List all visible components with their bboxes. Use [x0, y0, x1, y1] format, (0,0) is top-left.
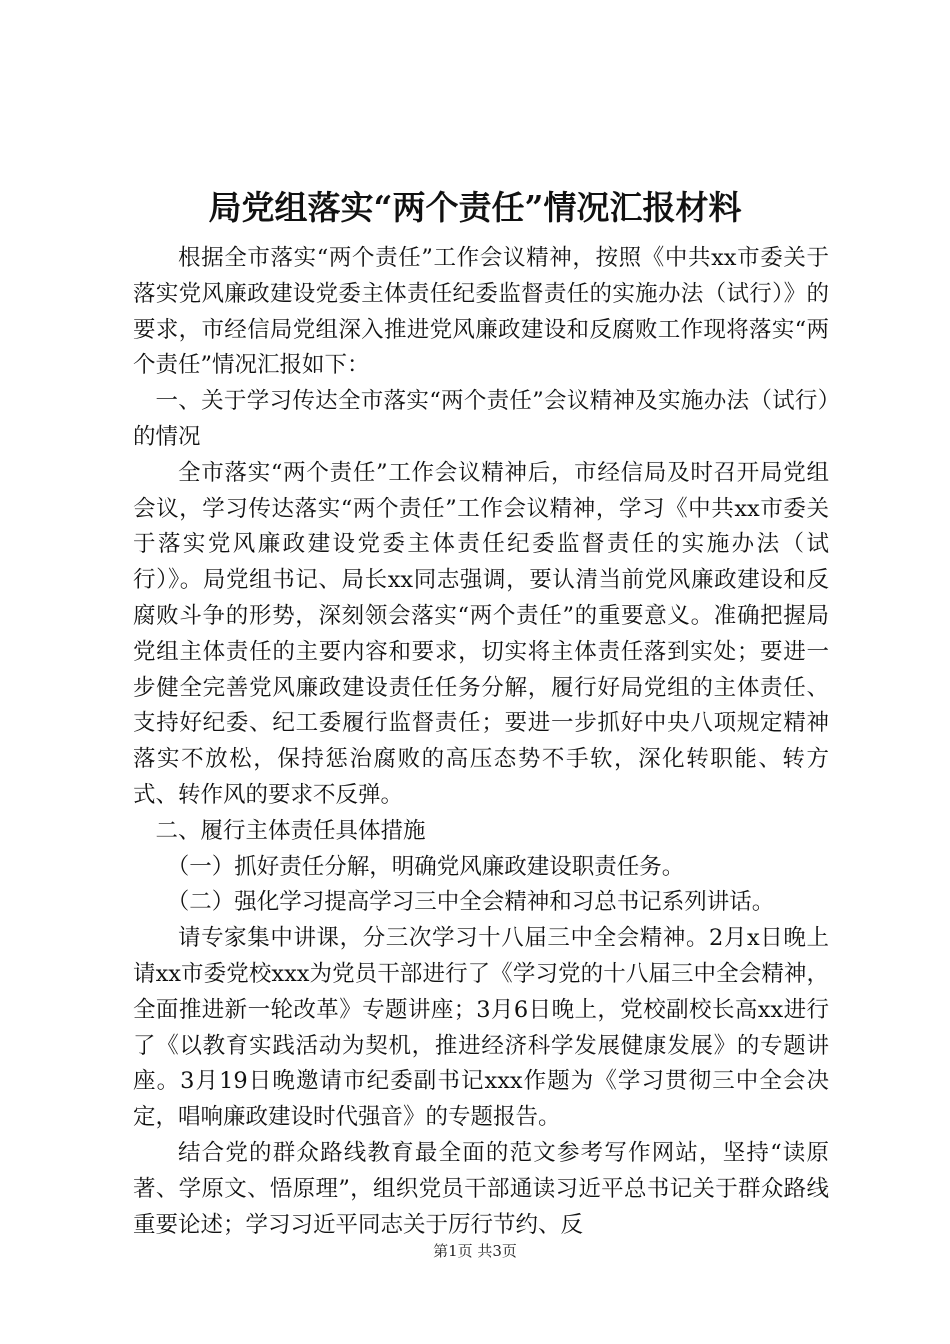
subsection-heading-2: （二）强化学习提高学习三中全会精神和习总书记系列讲话。	[166, 889, 775, 916]
intro-paragraph: 根据全市落实“两个责任”工作会议精神，按照《中共xx市委关于落实党风廉政建设党委主体责任纪委监督责任的实施办法（试行）》的要求，市经信局党组深入推进党风廉政建设和反腐败工作现将落实“两个责任”情况汇报如下：	[133, 245, 829, 379]
section-heading-1: 一、关于学习传达全市落实“两个责任”会议精神及实施办法（试行）的情况	[133, 388, 829, 450]
document-title: 局党组落实“两个责任”情况汇报材料	[208, 188, 742, 227]
study-paragraph: 结合党的群众路线教育最全面的范文参考写作网站，坚持“读原著、学原文、悟原理”，组织党员干部通读习近平总书记关于群众路线重要论述；学习习近平同志关于厉行节约、反	[133, 1139, 829, 1238]
section-heading-2: 二、履行主体责任具体措施	[155, 817, 426, 844]
section-1-paragraph: 全市落实“两个责任”工作会议精神后，市经信局及时召开局党组会议，学习传达落实“两个责任”工作会议精神，学习《中共xx市委关于落实党风廉政建设党委主体责任纪委监督责任的实施办法（试行）》。局党组书记、局长xx同志强调，要认清当前党风廉政建设和反腐败斗争的形势，深刻领会落实“两个责任”的重要意义。准确把握局党组主体责任的主要内容和要求，切实将主体责任落到实处；要进一步健全完善党风廉政建设责任任务分解，履行好局党组的主体责任、支持好纪委、纪工委履行监督责任；要进一步抓好中央八项规定精神落实不放松，保持惩治腐败的高压态势不手软，深化转职能、转方式、转作风的要求不反弹。	[133, 459, 829, 808]
lecture-paragraph: 请专家集中讲课，分三次学习十八届三中全会精神。2月x日晚上请xx市委党校xxx为党员干部进行了《学习党的十八届三中全会精神，全面推进新一轮改革》专题讲座；3月6日晚上，党校副校长高xx进行了《以教育实践活动为契机，推进经济科学发展健康发展》的专题讲座。3月19日晚邀请市纪委副书记xxx作题为《学习贯彻三中全会决定，唱响廉政建设时代强音》的专题报告。	[133, 925, 829, 1131]
document-body	[133, 241, 829, 1243]
subsection-heading-1: （一）抓好责任分解，明确党风廉政建设职责任务。	[166, 853, 685, 880]
page-number-footer: 第1页 共3页	[433, 1242, 517, 1260]
